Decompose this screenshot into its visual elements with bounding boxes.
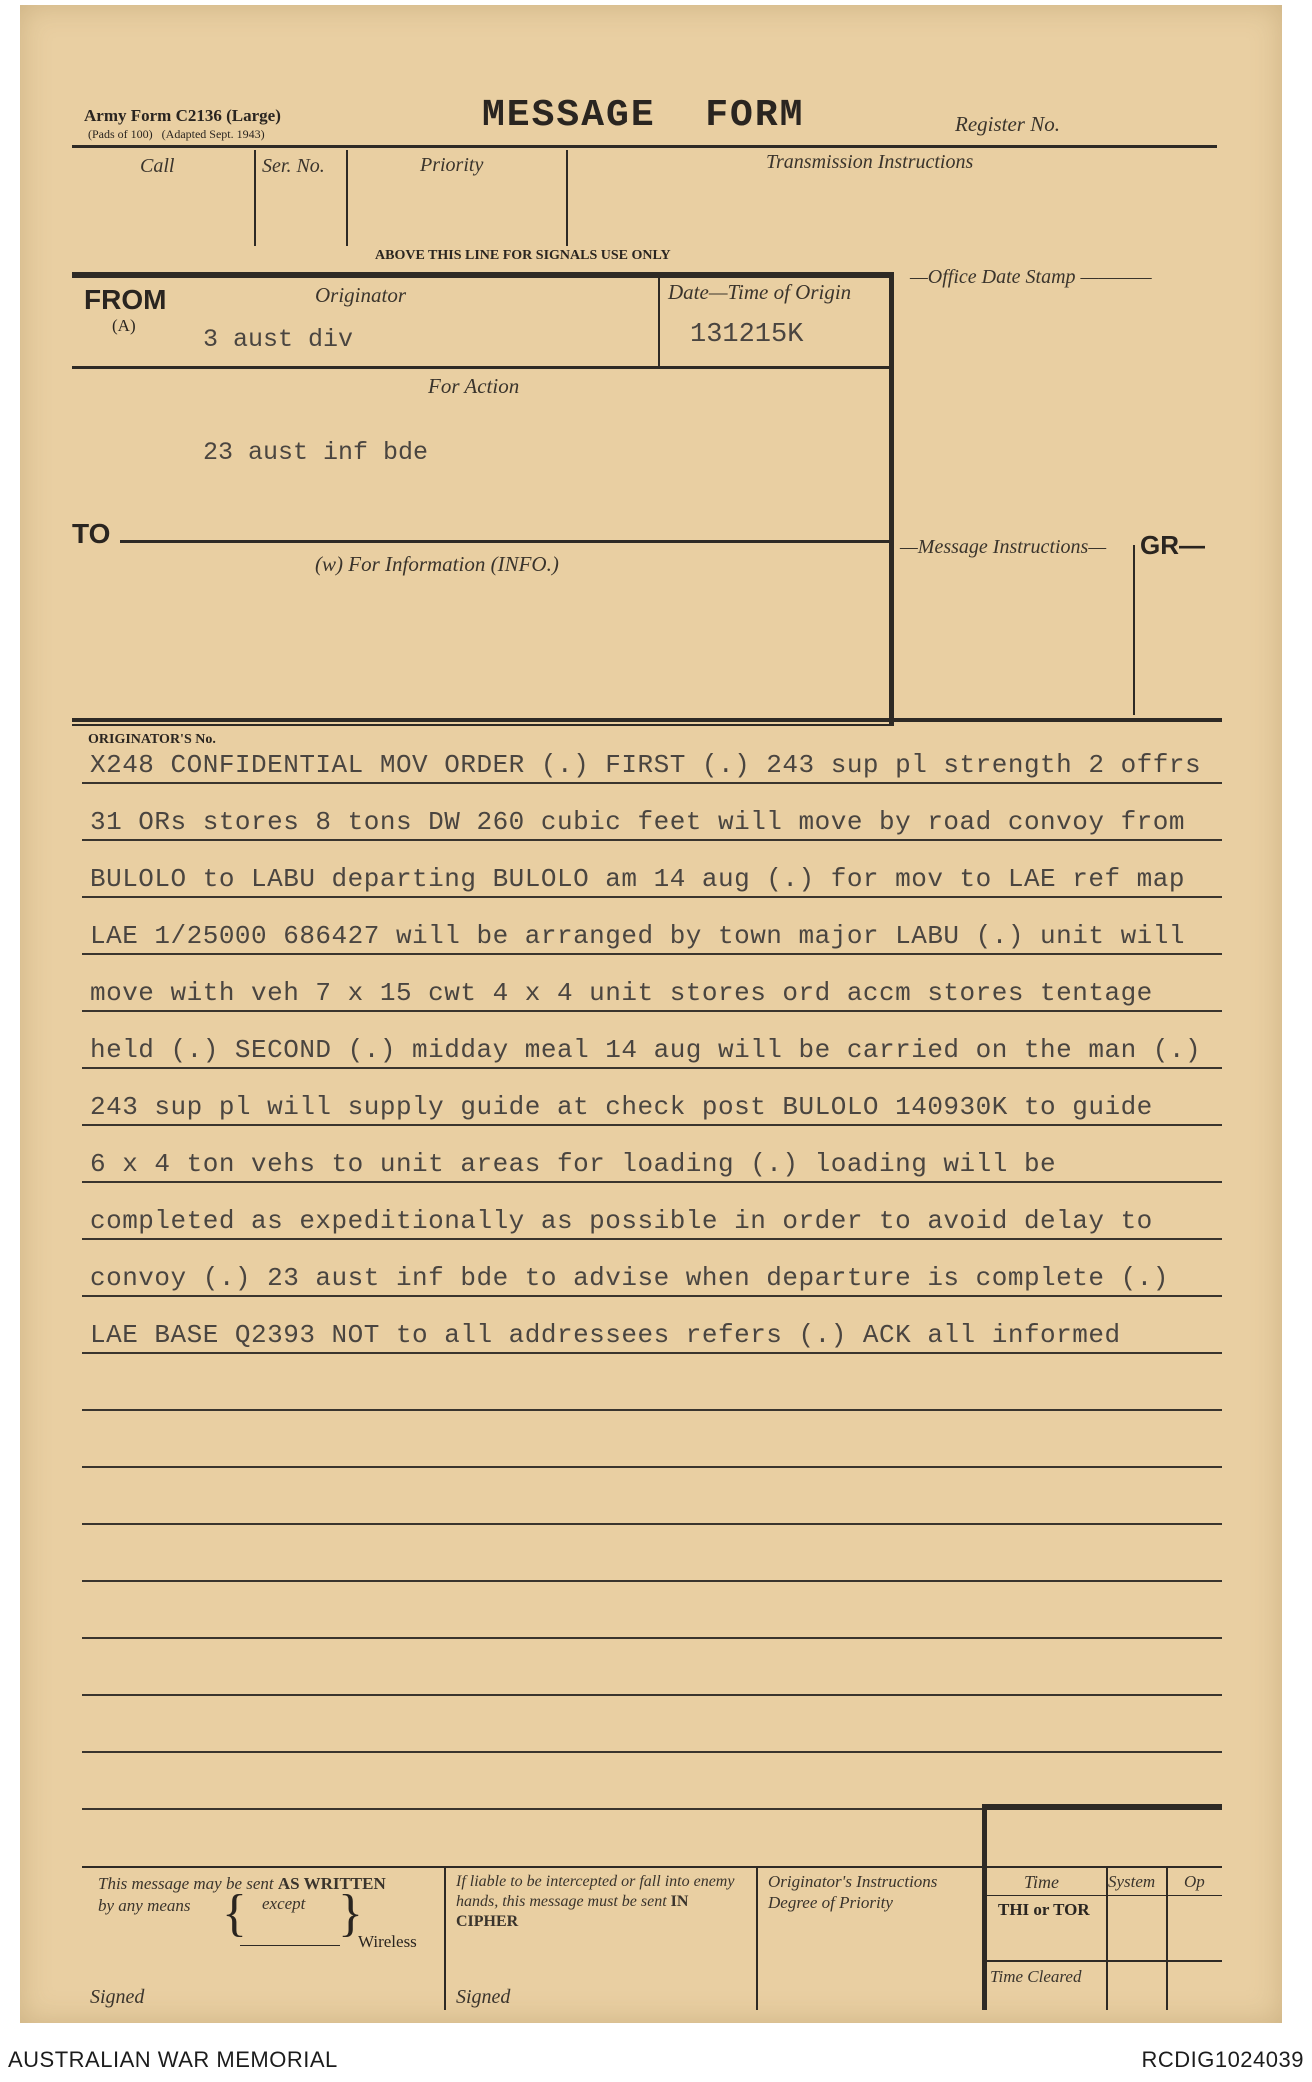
- cipher-bold: IN CIPHER: [456, 1893, 689, 1930]
- by-any-means-label: by any means: [98, 1896, 191, 1915]
- ruled-line: [82, 1751, 1222, 1753]
- bottom-rule: [82, 1866, 1222, 1868]
- from-box-divider: [72, 366, 894, 369]
- message-line: X248 CONFIDENTIAL MOV ORDER (.) FIRST (.) 243 sup pl strength 2 offrs: [90, 750, 1202, 780]
- message-line: move with veh 7 x 15 cwt 4 x 4 unit stores ord accm stores tentage: [90, 978, 1153, 1008]
- message-line: LAE 1/25000 686427 will be arranged by town major LABU (.) unit will: [90, 921, 1185, 951]
- ser-no-label: Ser. No.: [262, 155, 325, 177]
- ruled-line: [82, 1238, 1222, 1240]
- office-date-stamp-label: —Office Date Stamp ————: [910, 266, 1152, 288]
- office-date-stamp-text: Office Date Stamp: [927, 266, 1076, 288]
- signed-label-1: Signed: [90, 1986, 145, 2008]
- time-box-left: [982, 1804, 987, 2010]
- bottom-divider: [756, 1866, 758, 2010]
- sent-text-1: This message may be sent: [98, 1874, 274, 1893]
- form-id: Army Form C2136 (Large): [84, 106, 281, 125]
- bottom-divider: [444, 1866, 446, 2010]
- ruled-line: [82, 1523, 1222, 1525]
- message-line: held (.) SECOND (.) midday meal 14 aug will be carried on the man (.): [90, 1035, 1202, 1065]
- form-title: MESSAGE FORM: [482, 94, 805, 137]
- ruled-line: [82, 1637, 1222, 1639]
- except-label: except: [262, 1894, 306, 1913]
- degree-of-priority-label: Degree of Priority: [768, 1893, 893, 1912]
- gr-divider: [1133, 545, 1135, 715]
- priority-label: Priority: [420, 154, 484, 176]
- originator-value: 3 aust div: [203, 325, 354, 354]
- message-line: 6 x 4 ton vehs to unit areas for loading (.) loading will be: [90, 1149, 1057, 1179]
- ruled-line: [82, 782, 1222, 784]
- brace-left: {: [222, 1885, 247, 1942]
- section-rule: [72, 718, 1222, 722]
- to-label: TO: [72, 518, 111, 549]
- message-instructions-label: —Message Instructions—: [900, 536, 1107, 558]
- above-line-notice: ABOVE THIS LINE FOR SIGNALS USE ONLY: [375, 248, 671, 263]
- ruled-line: [82, 1010, 1222, 1012]
- divider: [254, 150, 256, 246]
- section-rule-2: [72, 724, 894, 726]
- ruled-line: [82, 839, 1222, 841]
- time-cleared-label: Time Cleared: [990, 1967, 1082, 1986]
- op-label: Op: [1184, 1872, 1205, 1891]
- transmission-instructions-label: Transmission Instructions: [766, 151, 974, 173]
- gr-label: GR—: [1140, 530, 1205, 560]
- message-line: convoy (.) 23 aust inf bde to advise when departure is complete (.): [90, 1263, 1169, 1293]
- ruled-line: [82, 1352, 1222, 1354]
- message-instructions-text: Message Instructions: [917, 536, 1089, 558]
- date-time-value: 131215K: [690, 320, 804, 350]
- originator-label: Originator: [315, 283, 407, 307]
- from-box-top: [72, 272, 894, 278]
- message-form-paper: [20, 5, 1282, 2023]
- time-row-rule: [987, 1960, 1222, 1962]
- brace-right: }: [338, 1885, 363, 1942]
- time-box-top: [982, 1804, 1222, 1810]
- message-line: completed as expeditionally as possible in order to avoid delay to: [90, 1206, 1153, 1236]
- time-label: Time: [1024, 1872, 1060, 1892]
- ruled-line: [82, 953, 1222, 955]
- gr-text: GR: [1140, 530, 1179, 560]
- wireless-label: Wireless: [358, 1932, 417, 1951]
- ruled-line: [82, 1124, 1222, 1126]
- ruled-line: [82, 1067, 1222, 1069]
- register-no-label: Register No.: [955, 112, 1060, 136]
- from-label: FROM: [84, 284, 167, 315]
- bottom-divider: [1166, 1866, 1168, 2010]
- message-line: BULOLO to LABU departing BULOLO am 14 aug (.) for mov to LAE ref map: [90, 864, 1185, 894]
- signed-label-2: Signed: [456, 1986, 511, 2008]
- for-info-label: (w) For Information (INFO.): [315, 552, 559, 576]
- to-rule: [120, 540, 892, 543]
- ruled-line: [82, 1409, 1222, 1411]
- ruled-line: [82, 1466, 1222, 1468]
- sent-text-bold: AS WRITTEN: [277, 1874, 386, 1893]
- header-rule: [72, 145, 1217, 148]
- ruled-line: [82, 896, 1222, 898]
- divider: [346, 150, 348, 246]
- message-line: 243 sup pl will supply guide at check post BULOLO 140930K to guide: [90, 1092, 1153, 1122]
- message-line: LAE BASE Q2393 NOT to all addressees refers (.) ACK all informed: [90, 1320, 1121, 1350]
- date-time-label: Date—Time of Origin: [668, 280, 852, 304]
- system-label: System: [1108, 1872, 1156, 1891]
- ruled-line: [82, 1181, 1222, 1183]
- cipher-text: [456, 1872, 751, 1932]
- originators-no-label: ORIGINATOR'S No.: [88, 732, 216, 747]
- ruled-line: [82, 1580, 1222, 1582]
- ruled-line: [82, 1295, 1222, 1297]
- thi-tor-label: THI or TOR: [998, 1900, 1090, 1919]
- message-line: 31 ORs stores 8 tons DW 260 cubic feet will move by road convoy from: [90, 807, 1185, 837]
- from-box-right: [889, 272, 894, 724]
- except-rule: [240, 1945, 340, 1946]
- divider: [566, 150, 568, 246]
- for-action-label: For Action: [428, 374, 520, 398]
- time-row-rule: [987, 1895, 1222, 1896]
- cipher-text-body: If liable to be intercepted or fall into enemy hands, this message must be sent: [456, 1873, 735, 1910]
- footer-right: RCDIG1024039: [1141, 2047, 1304, 2072]
- footer-left: AUSTRALIAN WAR MEMORIAL: [8, 2047, 338, 2072]
- call-label: Call: [140, 155, 175, 177]
- date-divider: [658, 276, 660, 366]
- form-sub: (Pads of 100) (Adapted Sept. 1943): [88, 127, 265, 141]
- ruled-line: [82, 1694, 1222, 1696]
- from-a-label: (A): [112, 316, 136, 335]
- originators-instructions-label: Originator's Instructions: [768, 1872, 938, 1891]
- for-action-value: 23 aust inf bde: [203, 438, 429, 467]
